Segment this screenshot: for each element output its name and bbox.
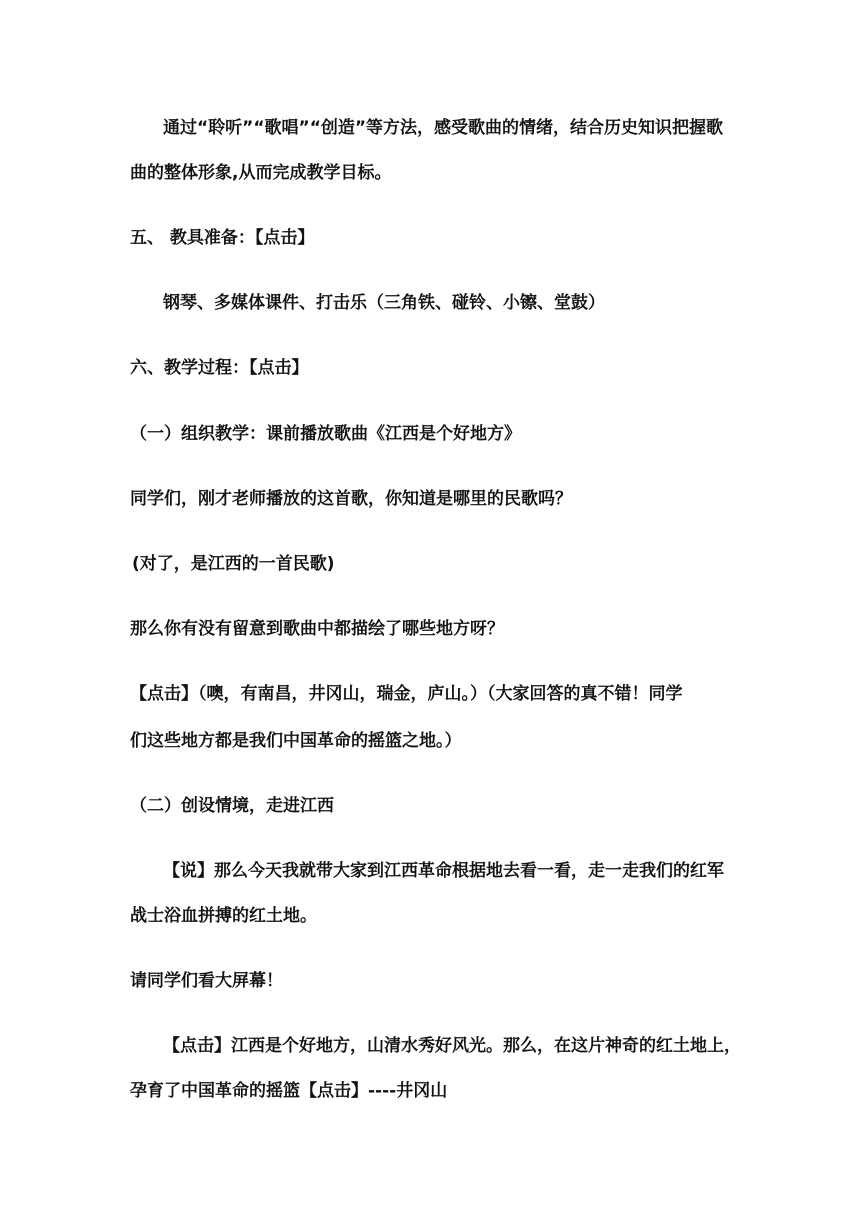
click-answer-line-1: 【点击】（噢，有南昌，井冈山，瑞金，庐山。）（大家回答的真不错！同学 — [130, 684, 683, 704]
click-paragraph-line-2: 孕育了中国革命的摇篮【点击】----井冈山 — [130, 1081, 448, 1101]
subsection-heading-organize: （一）组织教学：课前播放歌曲《江西是个好地方》 — [130, 424, 521, 444]
speech-paragraph-line-1: 【说】那么今天我就带大家到江西革命根据地去看一看，走一走我们的红军 — [163, 861, 724, 881]
speech-paragraph-line-2: 战士浴血拼搏的红土地。 — [130, 906, 317, 926]
click-paragraph-line-1: 【点击】江西是个好地方，山清水秀好风光。那么，在这片神奇的红土地上， — [163, 1036, 741, 1056]
click-answer-line-2: 们这些地方都是我们中国革命的摇篮之地。） — [130, 731, 462, 751]
answer-note: (对了，是江西的一首民歌) — [132, 554, 335, 574]
paragraph-objective-line-2: 曲的整体形象,从而完成教学目标。 — [130, 163, 392, 183]
teaching-tools-list: 钢琴、多媒体课件、打击乐（三角铁、碰铃、小镲、堂鼓） — [163, 293, 605, 313]
teacher-question: 同学们，刚才老师播放的这首歌，你知道是哪里的民歌吗？ — [130, 489, 572, 509]
look-at-screen-prompt: 请同学们看大屏幕！ — [130, 971, 283, 991]
teacher-question-2: 那么你有没有留意到歌曲中都描绘了哪些地方呀？ — [130, 619, 504, 639]
subsection-heading-scenario: （二）创设情境，走进江西 — [130, 796, 334, 816]
paragraph-objective-line-1: 通过“聆听”“歌唱”“创造”等方法，感受歌曲的情绪，结合历史知识把握歌 — [163, 118, 724, 138]
section-heading-teaching-process: 六、教学过程：【点击】 — [130, 358, 309, 378]
section-heading-teaching-tools: 五、 教具准备：【点击】 — [130, 228, 315, 248]
